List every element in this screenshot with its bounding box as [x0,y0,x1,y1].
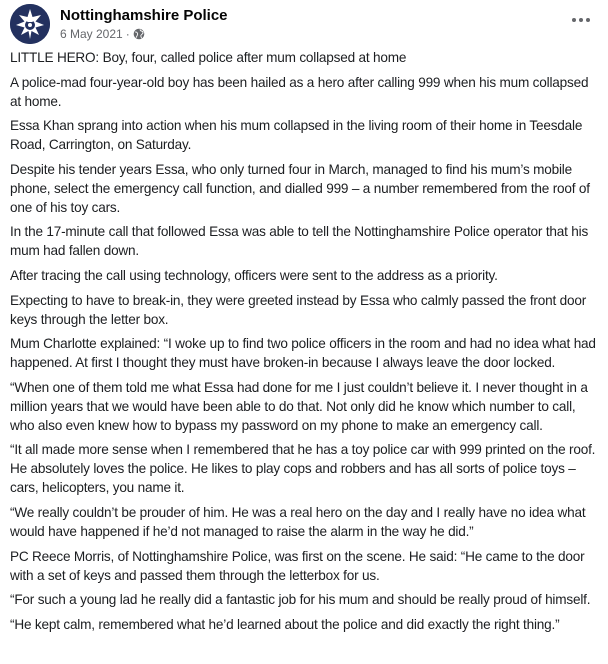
post-meta [60,27,145,41]
post-paragraph: In the 17-minute call that followed Essa was able to tell the Nottinghamshire Police operator that his mum had fallen down. [10,224,589,259]
post-paragraph: “It all made more sense when I remembered that he has a toy police car with 999 printed on the roof. He absolutely loves the police. He likes to play cops and robbers and has all sorts of police toys – cars, helicopters, you name it. [10,442,596,496]
post-paragraph: Essa Khan sprang into action when his mum collapsed in the living room of their home in Teesdale Road, Carrington, on Saturday. [10,118,583,153]
police-crest-icon [10,4,50,44]
globe-icon [133,28,145,40]
post-paragraph: “He kept calm, remembered what he’d learned about the police and did exactly the right thing.” [10,616,560,632]
post-paragraph: LITTLE HERO: Boy, four, called police after mum collapsed at home [10,50,407,65]
more-options-button[interactable] [566,8,596,32]
post-header [10,4,598,46]
post-paragraph: Mum Charlotte explained: “I woke up to find two police officers in the room and had no idea what had happened. At first I thought they must have broken-in because I always leave the door locked. [10,336,596,371]
post-paragraph: Expecting to have to break-in, they were greeted instead by Essa who calmly passed the front door keys through the letter box. [10,292,587,327]
post-paragraph: After tracing the call using technology, officers were sent to the address as a priority. [10,267,498,283]
post-date[interactable]: 6 May 2021 [60,27,123,41]
more-horizontal-icon [571,17,591,23]
post-paragraph: “For such a young lad he really did a fantastic job for his mum and should be really proud of himself. [10,592,591,608]
post-paragraph: A police-mad four-year-old boy has been hailed as a hero after calling 999 when his mum collapsed at home. [10,74,589,109]
page-avatar[interactable] [10,4,50,44]
post-body [10,48,600,639]
post-paragraph: Despite his tender years Essa, who only turned four in March, managed to find his mum’s mobile phone, select the emergency call function, and dialled 999 – a number remembered from the roof of one of his toy cars. [10,161,590,215]
meta-separator: · [125,27,130,41]
post-paragraph: “When one of them told me what Essa had done for me I just couldn’t believe it. I never thought in a million years that we would have been able to do that. Not only did he know which number to call, who also even knew how to bypass my password on my phone to make an emergency call. [10,379,588,433]
post-paragraph: PC Reece Morris, of Nottinghamshire Police, was first on the scene. He said: “He came to the door with a set of keys and passed them through the letterbox for us. [10,548,585,583]
page-name-link[interactable]: Nottinghamshire Police [60,7,228,24]
post-paragraph: “We really couldn’t be prouder of him. He was a real hero on the day and I really have no idea what would have happened if he’d not managed to raise the alarm in the way he did.” [10,504,586,539]
